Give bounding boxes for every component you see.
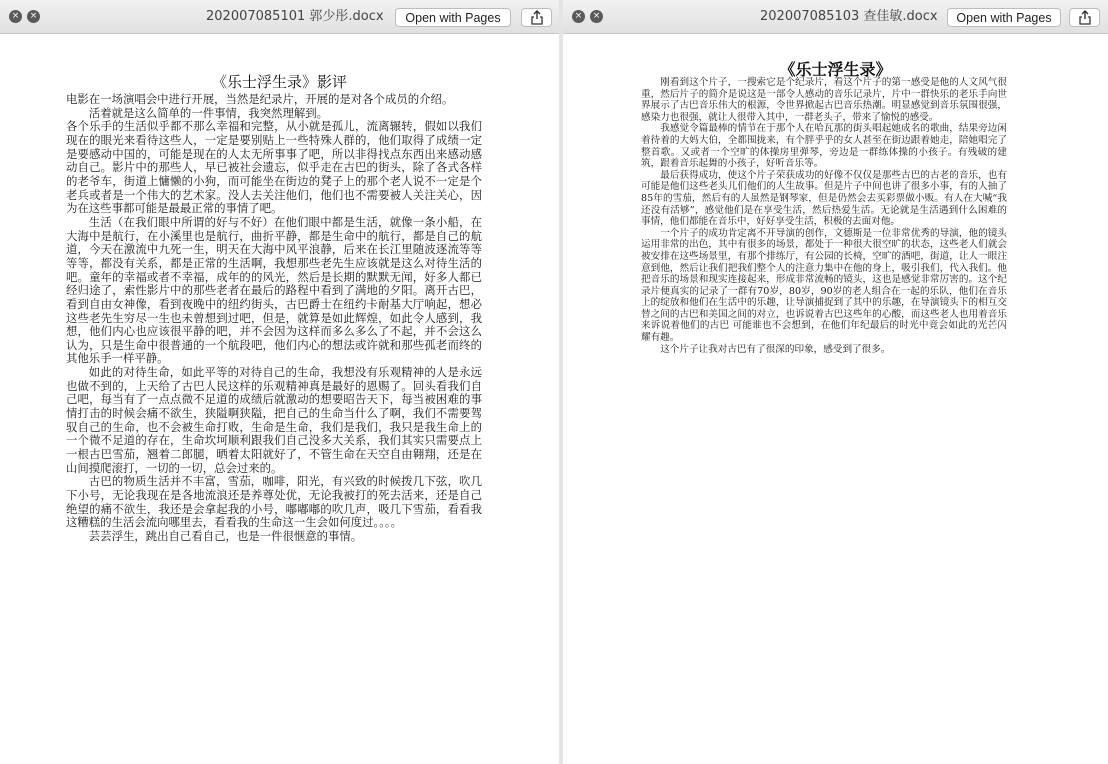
open-with-pages-button[interactable]: Open with Pages: [947, 8, 1061, 27]
close-icon[interactable]: ×: [590, 10, 603, 23]
open-with-pages-button[interactable]: Open with Pages: [395, 8, 511, 27]
paragraph: 生活（在我们眼中所谓的好与不好）在他们眼中都是生活，就像一条小船，在大海中是航行，在小溪里也是航行，曲折平静，都是生命中的航行，都是自己的航道，今天在激流中九死一生，明天在大海中风平浪静，后来在长江里随波逐流等等等等，都没有关系，都是正常的生活啊，我想那些老先生应该就是这么对待生活的吧。童年的幸福或者不幸福，成年的的风光，然后是长期的默默无闻，好多人都已经归途了，索性影片中的那些老者在最后的路程中看到了满地的夕阳。离开古巴，看到自由女神像，看到夜晚中的纽约街头，古巴爵士在纽约卡耐基大厅响起，想必这些老先生穷尽一生也未曾想到过吧，但是，就算是如此辉煌，如此令人感到，我想，他们内心也应该很平静的吧，并不会因为这样而多么多么了不起，并不会这么认为，只是生命中很普通的一个航段吧，他们内心的想法或许就和那些孤老而终的其他乐手一样平静。: [66, 214, 482, 366]
share-button[interactable]: [521, 8, 552, 27]
document-page: [563, 35, 1108, 764]
window-title: 202007085101 郭少彤.docx: [206, 9, 384, 24]
document-title: 《乐士浮生录》: [779, 60, 892, 79]
paragraph: 最后获得成功，使这个片子荣获成功的好像不仅仅是那些古巴的古老的音乐，也有可能是他们这些老头儿们他们的人生故事。但是片子中间也讲了很多小事，有的人抽了85年的雪茄，然后有的人虽然是钢琴家，但是仍然会去买彩票做小贩。有人在大喊“我还没有活够”，感觉他们是在享受生活，然后热爱生活。无论就是生活遇到什么困难的事情，他们都能在音乐中，好好享受生活，积极的去面对他。: [641, 169, 1007, 228]
paragraph: 我感觉令篇最棒的情节在于那个人在哈瓦那的街头唱起她成名的歌曲，结果旁边闲着待着的大妈大伯，全都围拢来，有个胖乎乎的女人甚至在街边跟着她走，陪她唱完了整首歌。又或者一个空旷的体操房里弹琴，旁边是一群练体操的小孩子。有残破的建筑，跟着音乐起舞的小孩子，好听音乐等。: [641, 123, 1007, 170]
share-button[interactable]: [1069, 8, 1100, 27]
paragraph: 这个片子让我对古巴有了很深的印象，感受到了很多。: [660, 343, 891, 355]
paragraph: 电影在一场演唱会中进行开展，当然是纪录片，开展的是对各个成员的介绍。: [66, 92, 454, 106]
title-bar: [0, 0, 559, 34]
share-icon: [530, 10, 544, 25]
window-title: 202007085103 查佳敏.docx: [760, 9, 938, 24]
document-title: 《乐士浮生录》影评: [211, 73, 347, 91]
paragraph: 一个片子的成功肯定离不开导演的创作，文德斯是一位非常优秀的导演，他的镜头运用非常的出色，其中有很多的场景，都处于一种很大很空旷的状态，这些老人们就会被安排在这些场景里，有那个排练厅，有公园的长椅，空旷的酒吧，街道，让人一眼注意到他，然后让我们把我们整个人的注意力集中在他的身上，吸引我们，代入我们。他把音乐的场景和现实连接起来，形成非常流畅的镜头，这也是感觉非常厉害的。这个纪录片便真实的记录了一群有70岁，80岁，90岁的老人组合在一起的乐队，他们在音乐上的绽放和他们在生活中的乐趣，让导演捕捉到了其中的乐趣，在导演镜头下的相互交替之间的古巴和美国之间的对立，也诉说着古巴这些年的心酸，而这些老人也用着音乐来诉说着他们的古巴 可能谁也不会想到，在他们年纪最后的时光中竟会如此的光芒闪耀有趣。: [641, 227, 1007, 344]
close-icon[interactable]: ×: [9, 10, 22, 23]
document-page: [0, 35, 559, 764]
close-icon[interactable]: ×: [572, 10, 585, 23]
paragraph: 活着就是这么简单的一件事情，我突然理解到。: [88, 105, 329, 120]
paragraph: 如此的对待生命，如此平等的对待自己的生命，我想没有乐观精神的人是永远也做不到的，上天给了古巴人民这样的乐观精神真是最好的恩赐了。回头看我们自己吧，每当有了一点点微不足道的成绩后就激动的想要昭告天下，每当被困难的事情打击的时候会痛不欲生，狭隘啊狭隘，把自己的生命当什么了啊，我们不需要驾驭自己的生命，也不会被生命打败，生命是生命，我们是我们，我只是我生命上的一个微不足道的存在，生命坎坷顺利跟我们自己没多大关系，我们其实只需要点上一根古巴雪茄，翘着二郎腿，晒着太阳就好了，不管生命在天空自由翱翔，还是在山间摸爬滚打，一切的一切，总会过来的。: [66, 365, 482, 475]
close-icon[interactable]: ×: [27, 10, 40, 23]
document-body: [641, 77, 1007, 355]
paragraph: 古巴的物质生活并不丰富，雪茄，咖啡，阳光，有兴致的时候拨几下弦，吹几下小号，无论我现在是各地流浪还是养尊处优，无论我被打的死去活来，还是自己绝望的痛不欲生，我还是会拿起我的小号，嘟嘟嘟的吹几声，吸几下雪茄，看看我这糟糕的生活会流向哪里去，看看我的生命这一生会如何度过。。。。: [66, 474, 482, 530]
paragraph: 刚看到这个片子，一搜索它是个纪录片，看这个片子的第一感受是他的人文风气很重，然后片子的简介是说这是一部令人感动的音乐记录片，片中一群快乐的老乐手向世界展示了古巴音乐伟大的根源，令世界掀起古巴音乐热潮。明显感觉到音乐氛围很强，感染力也很强，就让人很带入其中，一群老头子，带来了愉悦的感受。: [641, 77, 1007, 123]
paragraph: 各个乐手的生活似乎都不那么幸福和完整，从小就是孤儿，流离辗转，假如以我们现在的眼光来看待这些人，一定是要别贴上一些特殊人群的，他们取得了成绩一定是要感动中国的，可能是现在的人太无所事事了吧，所以非得找点东西出来感动感动自己。影片中的那些人，早已被社会遗忘，似乎走在古巴的街头，除了各式各样的老爷车，街道上慵懒的小狗，而可能坐在街边的凳子上的那个老人说不一定是个老兵或者是一个伟大的艺术家。没人去关注他们，他们也不需要被人关注关心，因为在这些事都可能是最最正常的事情了吧。: [66, 119, 482, 216]
quicklook-window-right: [563, 0, 1108, 764]
document-body: [66, 93, 482, 544]
title-bar: [563, 0, 1108, 34]
paragraph: 芸芸浮生，跳出自己看自己，也是一件很惬意的事情。: [88, 529, 363, 543]
share-icon: [1078, 10, 1092, 25]
